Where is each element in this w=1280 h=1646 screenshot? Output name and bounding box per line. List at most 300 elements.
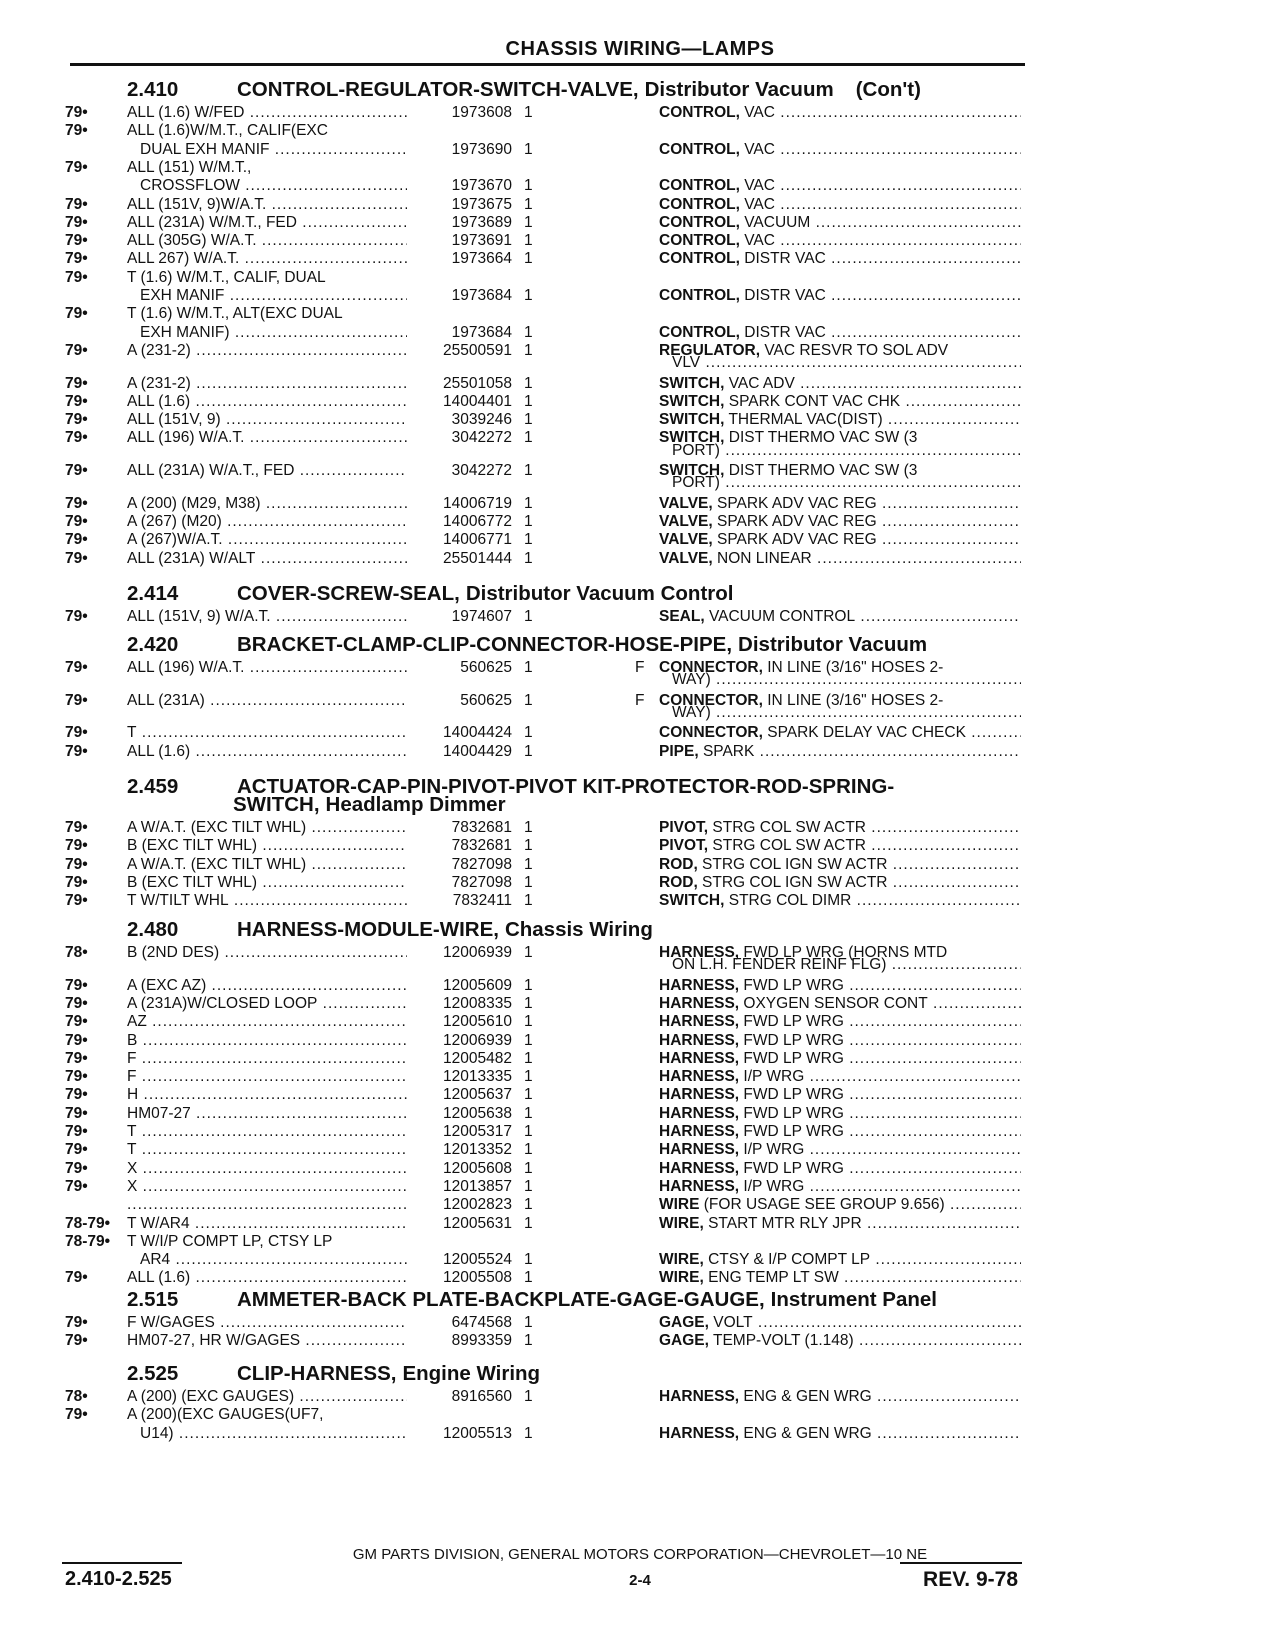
description-noun: SWITCH, [659,462,725,479]
model-year: 79• [65,268,88,286]
description-detail: SPARK ADV VAC REG [712,531,877,549]
application: ALL (1.6) ..... [127,743,407,761]
part-description [659,1178,1021,1196]
part-number: 1973689 [451,213,512,231]
application: A W/A.T. (EXC TILT WHL) ..... [127,819,407,837]
part-number: 3042272 [451,462,512,479]
part-description [659,287,1021,305]
section-title: CLIP-HARNESS, [237,1362,397,1385]
parts-row [0,232,1280,250]
description-detail: ENG & GEN WRG [739,1388,872,1405]
parts-row [0,411,1280,429]
quantity: 1 [524,819,533,836]
model-year: 79• [65,1406,88,1424]
part-number: 8916560 [451,1388,512,1405]
application: HM07-27, HR W/GAGES ..... [127,1332,407,1350]
application: T W/TILT WHL ..... [127,892,407,910]
description-noun: VALVE, [659,494,713,512]
part-number: 14004429 [443,742,512,760]
model-year: 79• [65,1177,88,1195]
model-year: 79• [65,1332,88,1350]
description-noun: GAGE, [659,1314,709,1331]
description-detail: NON LINEAR [712,549,812,567]
quantity: 1 [524,341,533,359]
model-year: 79• [65,213,88,231]
part-description [659,1215,1021,1233]
section-heading [127,582,733,606]
parts-row [0,495,1280,513]
parts-row [0,1105,1280,1123]
quantity: 1 [524,976,533,994]
parts-row [0,1406,1280,1424]
quantity: 1 [524,213,533,231]
model-year: 79• [65,305,88,323]
application-line2: AR4 ..... [140,1251,407,1269]
model-year: 79• [65,1068,88,1086]
parts-row [0,122,1280,140]
section-subtitle-line2: Headlamp Dimmer [325,793,506,816]
quantity: 1 [524,1251,533,1269]
description-detail: I/P WRG [739,1141,805,1159]
section-number: 2.515 [127,1288,179,1311]
parts-row [0,305,1280,323]
description-detail: STRG COL SW ACTR [708,819,866,836]
description-noun: SWITCH, [659,429,725,447]
section-heading [127,918,653,942]
description-detail: SPARK ADV VAC REG [712,512,877,530]
part-number: 1973691 [451,232,512,250]
part-number: 6474568 [451,1314,512,1331]
description-noun: HARNESS, [659,1159,740,1177]
footer-group-range: 2.410-2.525 [65,1568,172,1590]
model-year: 79• [65,122,88,140]
parts-row [0,743,1280,761]
quantity: 1 [524,232,533,250]
parts-row [0,196,1280,214]
part-description [659,1141,1021,1159]
section-subtitle: Engine Wiring [402,1362,541,1385]
model-year: 79• [65,994,88,1012]
model-year: 78-79• [65,1232,111,1250]
part-description [659,1388,1021,1406]
part-number: 12006939 [443,944,512,961]
section-subtitle: Chassis Wiring [504,918,653,941]
model-year: 79• [65,1013,88,1031]
section-title: COVER-SCREW-SEAL, [237,582,460,605]
model-year: 79• [65,819,88,836]
description-noun: VALVE, [659,531,713,549]
model-year: 79• [65,742,88,760]
header-rule [70,63,1025,66]
parts-row [0,159,1280,177]
description-detail: STRG COL DIMR [724,892,852,910]
part-number: 12005524 [443,1251,512,1269]
application: B (2ND DES) ..... [127,944,407,962]
description-detail: SPARK [698,742,755,760]
part-description [659,196,1021,214]
description-noun: WIRE, [659,1251,704,1269]
description-noun: CONTROL, [659,232,740,250]
application-line2: EXH MANIF ..... [140,287,407,305]
quantity: 1 [524,494,533,512]
part-description [659,743,1021,761]
parts-row-continued [0,1251,1280,1269]
description-noun: REGULATOR, [659,341,761,359]
description-detail: FWD LP WRG [739,1049,844,1067]
description-continued-row [0,354,1280,372]
description-noun: HARNESS, [659,1141,740,1159]
model-year: 79• [65,374,88,392]
section-title: BRACKET-CLAMP-CLIP-CONNECTOR-HOSE-PIPE, [237,633,733,656]
quantity: 1 [524,1123,533,1140]
description-detail: DISTR VAC [739,323,826,341]
application: T ..... [127,724,407,742]
application: ALL (196) W/A.T. ..... [127,659,407,677]
description-noun: CONTROL, [659,140,740,158]
description-detail: I/P WRG [739,1068,805,1086]
description-detail: FWD LP WRG [739,1159,844,1177]
part-description [659,995,1021,1013]
description-line2: PORT) ..... [672,442,1021,460]
parts-row [0,1050,1280,1068]
model-year: 79• [65,429,88,447]
description-noun: HARNESS, [659,1388,740,1405]
description-line2: WAY) ..... [672,671,1021,689]
model-year: 79• [65,855,88,873]
quantity: 1 [524,104,533,121]
section-subtitle: Distributor Vacuum [738,633,928,656]
section-title: AMMETER-BACK PLATE-BACKPLATE-GAGE-GAUGE, [237,1288,765,1311]
section-heading-line2 [233,793,506,817]
part-number: 1973684 [451,323,512,341]
model-year: 79• [65,232,88,250]
description-detail: IN LINE (3/16" HOSES 2- [762,691,944,709]
application: ALL (231A) W/A.T., FED ..... [127,462,407,480]
quantity: 1 [524,531,533,549]
description-noun: CONNECTOR, [659,724,763,742]
description-continued-row [0,474,1280,492]
application: X ..... [127,1160,407,1178]
parts-row [0,1123,1280,1141]
quantity: 1 [524,392,533,410]
part-description [659,250,1021,268]
part-description [659,892,1021,910]
part-number: 12005608 [443,1159,512,1177]
application: B ..... [127,1032,407,1050]
description-detail: VAC [739,104,775,121]
parts-row-continued [0,1425,1280,1443]
quantity: 1 [524,140,533,158]
parts-row [0,1141,1280,1159]
application: A (200)(EXC GAUGES(UF7, [127,1406,324,1424]
model-year: 79• [65,549,88,567]
quantity: 1 [524,462,533,479]
section-number: 2.459 [127,775,179,798]
application: ALL (231A) ..... [127,692,407,710]
application: A (EXC AZ) ..... [127,977,407,995]
part-number: 12005482 [443,1049,512,1067]
part-description [659,1160,1021,1178]
footer-page-number: 2-4 [629,1572,651,1589]
parts-row [0,874,1280,892]
part-description [659,856,1021,874]
description-detail: DISTR VAC [739,250,826,268]
description-noun: HARNESS, [659,944,740,961]
description-detail: VAC [739,232,775,250]
quantity: 1 [524,1159,533,1177]
quantity: 1 [524,855,533,873]
model-year: 79• [65,1031,88,1049]
model-year: 79• [65,892,88,910]
model-year: 79• [65,1086,88,1104]
model-year: 79• [65,250,88,268]
quantity: 1 [524,1269,533,1287]
parts-row [0,608,1280,626]
parts-row [0,1032,1280,1050]
description-detail: ENG & GEN WRG [739,1424,872,1442]
part-description [659,837,1021,855]
description-noun: HARNESS, [659,994,740,1012]
section-title: ACTUATOR-CAP-PIN-PIVOT-PIVOT KIT-PROTECTOR-ROD-SPRING- [237,775,895,798]
quantity: 1 [524,250,533,268]
part-number: 25501444 [443,549,512,567]
parts-row [0,1233,1280,1251]
quantity: 1 [524,608,533,625]
page-header-title: CHASSIS WIRING—LAMPS [505,38,775,60]
description-detail: FWD LP WRG [739,1104,844,1122]
part-description [659,393,1021,411]
description-detail: FWD LP WRG [739,976,844,994]
section-number: 2.414 [127,582,179,605]
description-detail: VAC [739,140,775,158]
parts-row [0,250,1280,268]
description-noun: PIVOT, [659,819,709,836]
section-title: HARNESS-MODULE-WIRE, [237,918,499,941]
part-number: 3039246 [451,411,512,429]
parts-row [0,977,1280,995]
description-detail: VAC ADV [724,374,795,392]
description-noun: WIRE, [659,1269,704,1287]
part-number: 12005610 [443,1013,512,1031]
part-number: 14004401 [443,392,512,410]
section-heading [127,78,921,102]
quantity: 1 [524,549,533,567]
application: T W/I/P COMPT LP, CTSY LP [127,1232,333,1250]
part-number: 12005513 [443,1424,512,1442]
application: A (267)W/A.T. ..... [127,531,407,549]
part-number: 3042272 [451,429,512,447]
parts-row [0,513,1280,531]
parts-row [0,1388,1280,1406]
quantity: 1 [524,742,533,760]
model-year: 79• [65,462,88,479]
part-number: 12005638 [443,1104,512,1122]
quantity: 1 [524,374,533,392]
description-noun: SWITCH, [659,411,725,429]
quantity: 1 [524,944,533,961]
quantity: 1 [524,873,533,891]
description-noun: WIRE, [659,1214,704,1232]
quantity: 1 [524,1104,533,1122]
footer-revision: REV. 9-78 [923,1568,1018,1591]
part-description [659,531,1021,549]
description-noun: HARNESS, [659,1086,740,1104]
part-number: 8993359 [451,1332,512,1350]
parts-row [0,995,1280,1013]
section-number: 2.525 [127,1362,179,1385]
description-noun: CONTROL, [659,287,740,304]
description-detail: FWD LP WRG [739,1013,844,1031]
description-line2: PORT) ..... [672,474,1021,492]
part-number: 7832681 [451,819,512,836]
description-noun: VALVE, [659,549,713,567]
application: T W/AR4 ..... [127,1215,407,1233]
section-subtitle: Distributor Vacuum Control [465,582,734,605]
application: ALL (151V, 9) W/A.T. ..... [127,608,407,626]
description-detail: IN LINE (3/16" HOSES 2- [762,659,944,676]
model-year: 79• [65,392,88,410]
description-noun: SWITCH, [659,374,725,392]
parts-row [0,1086,1280,1104]
description-noun: HARNESS, [659,1013,740,1031]
application: ALL (1.6) W/FED ..... [127,104,407,122]
part-number: 7832411 [452,892,512,910]
part-description [659,1332,1021,1350]
section-subtitle: Distributor Vacuum [644,78,834,101]
model-year: 79• [65,1269,88,1287]
part-number: 14006772 [443,512,512,530]
description-continued-row [0,442,1280,460]
part-description [659,819,1021,837]
description-detail: STRG COL IGN SW ACTR [697,873,888,891]
application: T (1.6) W/M.T., ALT(EXC DUAL [127,305,343,323]
quantity: 1 [524,1388,533,1405]
description-noun: PIVOT, [659,837,709,855]
section-heading [127,633,927,657]
parts-row [0,819,1280,837]
quantity: 1 [524,1013,533,1031]
part-description [659,177,1021,195]
parts-row [0,1160,1280,1178]
application: ALL (151) W/M.T., [127,158,252,176]
quantity: 1 [524,1177,533,1195]
model-year: 78• [65,1388,88,1405]
part-number: 12013335 [443,1068,512,1086]
parts-row [0,1215,1280,1233]
description-detail: SPARK CONT VAC CHK [724,392,901,410]
description-noun: HARNESS, [659,1123,740,1140]
application-line2: DUAL EXH MANIF ..... [140,141,407,159]
section-number: 2.480 [127,918,179,941]
quantity: 1 [524,512,533,530]
description-detail: VAC [739,195,775,213]
application: ALL (1.6)W/M.T., CALIF(EXC [127,122,328,140]
part-number: 14004424 [443,724,512,742]
section-number: 2.420 [127,633,179,656]
part-number: 560625 [460,659,512,676]
description-noun: WIRE [659,1196,700,1214]
part-description [659,1013,1021,1031]
part-description [659,1425,1021,1443]
description-noun: CONTROL, [659,177,740,195]
description-noun: CONTROL, [659,323,740,341]
model-year: 79• [65,724,88,742]
part-description [659,550,1021,568]
description-noun: HARNESS, [659,976,740,994]
model-year: 79• [65,1141,88,1159]
quantity: 1 [524,287,533,304]
application: A (231A)W/CLOSED LOOP ..... [127,995,407,1013]
part-number: 14006771 [443,531,512,549]
application: A (200) (EXC GAUGES) ..... [127,1388,407,1406]
description-detail: DIST THERMO VAC SW (3 [724,462,918,479]
part-number: 1973608 [451,104,512,121]
description-line2: VLV ..... [672,354,1021,372]
parts-row [0,724,1280,742]
part-description [659,1196,1021,1214]
parts-row [0,1068,1280,1086]
part-description [659,232,1021,250]
model-year: 79• [65,195,88,213]
description-noun: ROD, [659,855,698,873]
part-description [659,977,1021,995]
description-detail: (FOR USAGE SEE GROUP 9.656) [699,1196,945,1214]
model-year: 79• [65,659,88,676]
description-detail: THERMAL VAC(DIST) [724,411,883,429]
description-detail: CTSY & I/P COMPT LP [703,1251,871,1269]
section-heading [127,1362,540,1386]
application: ALL (231A) W/ALT ..... [127,550,407,568]
description-detail: VACUUM CONTROL [704,608,856,625]
parts-row [0,892,1280,910]
application-line2: EXH MANIF) ..... [140,324,407,342]
description-detail: START MTR RLY JPR [703,1214,862,1232]
part-number: 7827098 [451,873,512,891]
application: H ..... [127,1086,407,1104]
description-detail: VAC [739,177,775,195]
application: HM07-27 ..... [127,1105,407,1123]
quantity: 1 [524,1141,533,1159]
quantity: 1 [524,892,533,910]
parts-row [0,269,1280,287]
description-noun: GAGE, [659,1332,709,1350]
model-year: 79• [65,1049,88,1067]
application: ALL (196) W/A.T. ..... [127,429,407,447]
quantity: 1 [524,1049,533,1067]
model-year: 79• [65,1104,88,1122]
application: A (231-2) ..... [127,342,407,360]
part-description [659,324,1021,342]
model-year: 79• [65,1159,88,1177]
model-year: 79• [65,873,88,891]
model-year: 79• [65,837,88,855]
description-detail: FWD LP WRG (HORNS MTD [739,944,948,961]
model-year: 79• [65,976,88,994]
quantity: 1 [524,1068,533,1086]
model-year: 79• [65,158,88,176]
parts-row [0,1178,1280,1196]
description-noun: CONNECTOR, [659,659,763,676]
parts-row [0,1013,1280,1031]
parts-row [0,1332,1280,1350]
key-letter: F [635,659,645,676]
description-noun: HARNESS, [659,1104,740,1122]
parts-row [0,550,1280,568]
parts-row [0,1314,1280,1332]
description-detail: STRG COL SW ACTR [708,837,866,855]
description-detail: VAC RESVR TO SOL ADV [760,341,949,359]
description-continued-row [0,704,1280,722]
